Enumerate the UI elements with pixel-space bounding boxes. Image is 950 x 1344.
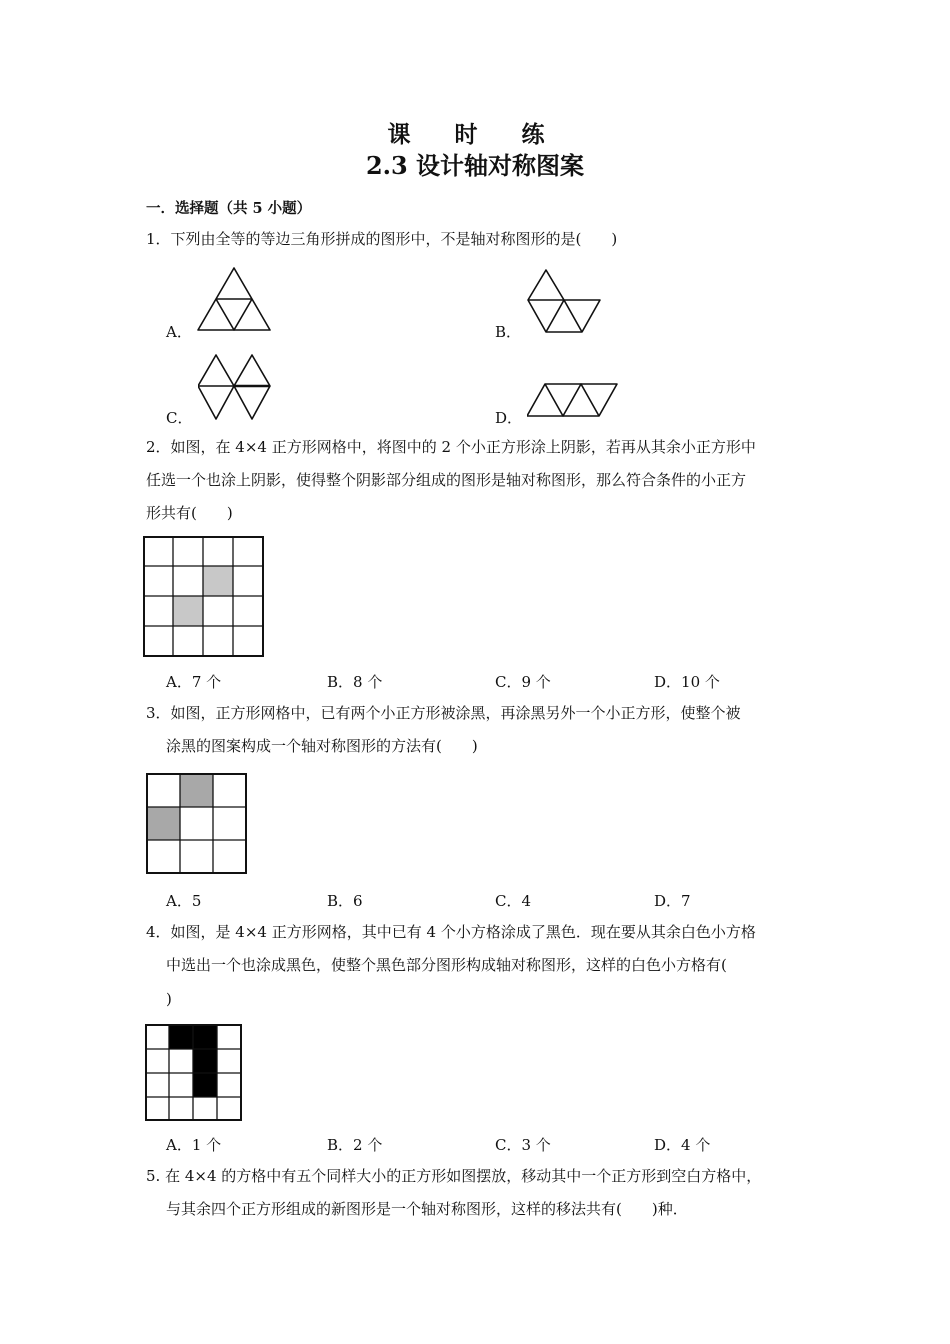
q4-option-d: D．4 个 <box>654 1136 711 1154</box>
q2-option-b: B．8 个 <box>327 673 383 691</box>
question-1-text: 1．下列由全等的等边三角形拼成的图形中，不是轴对称图形的是( ) <box>146 230 618 248</box>
question-5-line-1: 5. 在 4×4 的方格中有五个同样大小的正方形如图摆放，移动其中一个正方形到空白方格中， <box>146 1167 762 1185</box>
section-heading: 一．选择题（共 5 小题） <box>146 200 312 217</box>
q2-option-c: C．9 个 <box>495 673 551 691</box>
q3-option-c: C．4 <box>495 892 532 910</box>
question-4-line-1: 4．如图，是 4×4 正方形网格，其中已有 4 个小方格涂成了黑色．现在要从其余白色小方格 <box>146 923 756 941</box>
q4-grid-figure <box>145 1024 243 1122</box>
question-2-line-1: 2．如图，在 4×4 正方形网格中，将图中的 2 个小正方形涂上阴影，若再从其余小正方形中 <box>146 438 756 456</box>
question-2-line-2: 任选一个也涂上阴影，使得整个阴影部分组成的图形是轴对称图形，那么符合条件的小正方 <box>146 471 747 489</box>
q1-option-c-label: C． <box>166 409 193 427</box>
q1-option-a-label: A． <box>166 323 192 341</box>
page-subtitle: 2.3 设计轴对称图案 <box>365 151 585 180</box>
page-title: 课 时 练 <box>387 121 563 148</box>
q1-option-b-label: B． <box>495 323 522 341</box>
q1-option-c-figure <box>198 353 272 421</box>
question-4-line-2: 中选出一个也涂成黑色，使整个黑色部分图形构成轴对称图形，这样的白色小方格有( <box>166 956 727 974</box>
q3-option-b: B．6 <box>327 892 363 910</box>
q2-option-a: A．7 个 <box>166 673 222 691</box>
q4-option-b: B．2 个 <box>327 1136 383 1154</box>
question-3-line-1: 3．如图，正方形网格中，已有两个小正方形被涂黑，再涂黑另外一个小正方形，使整个被 <box>146 704 741 722</box>
question-4-line-3: ) <box>166 990 172 1008</box>
q4-option-c: C．3 个 <box>495 1136 551 1154</box>
q3-grid-figure <box>146 773 248 875</box>
q1-option-d-label: D． <box>495 409 523 427</box>
question-5-line-2: 与其余四个正方形组成的新图形是一个轴对称图形，这样的移法共有( )种． <box>166 1200 688 1218</box>
q3-option-d: D．7 <box>654 892 691 910</box>
question-3-line-2: 涂黑的图案构成一个轴对称图形的方法有( ) <box>166 737 478 755</box>
q1-option-d-figure <box>527 382 619 418</box>
q2-grid-figure <box>143 536 265 658</box>
q3-option-a: A．5 <box>166 892 202 910</box>
q4-option-a: A．1 个 <box>166 1136 222 1154</box>
q1-option-a-figure <box>196 266 272 332</box>
q2-option-d: D．10 个 <box>654 673 720 691</box>
question-2-line-3: 形共有( ) <box>146 504 233 522</box>
q1-option-b-figure <box>526 268 602 334</box>
